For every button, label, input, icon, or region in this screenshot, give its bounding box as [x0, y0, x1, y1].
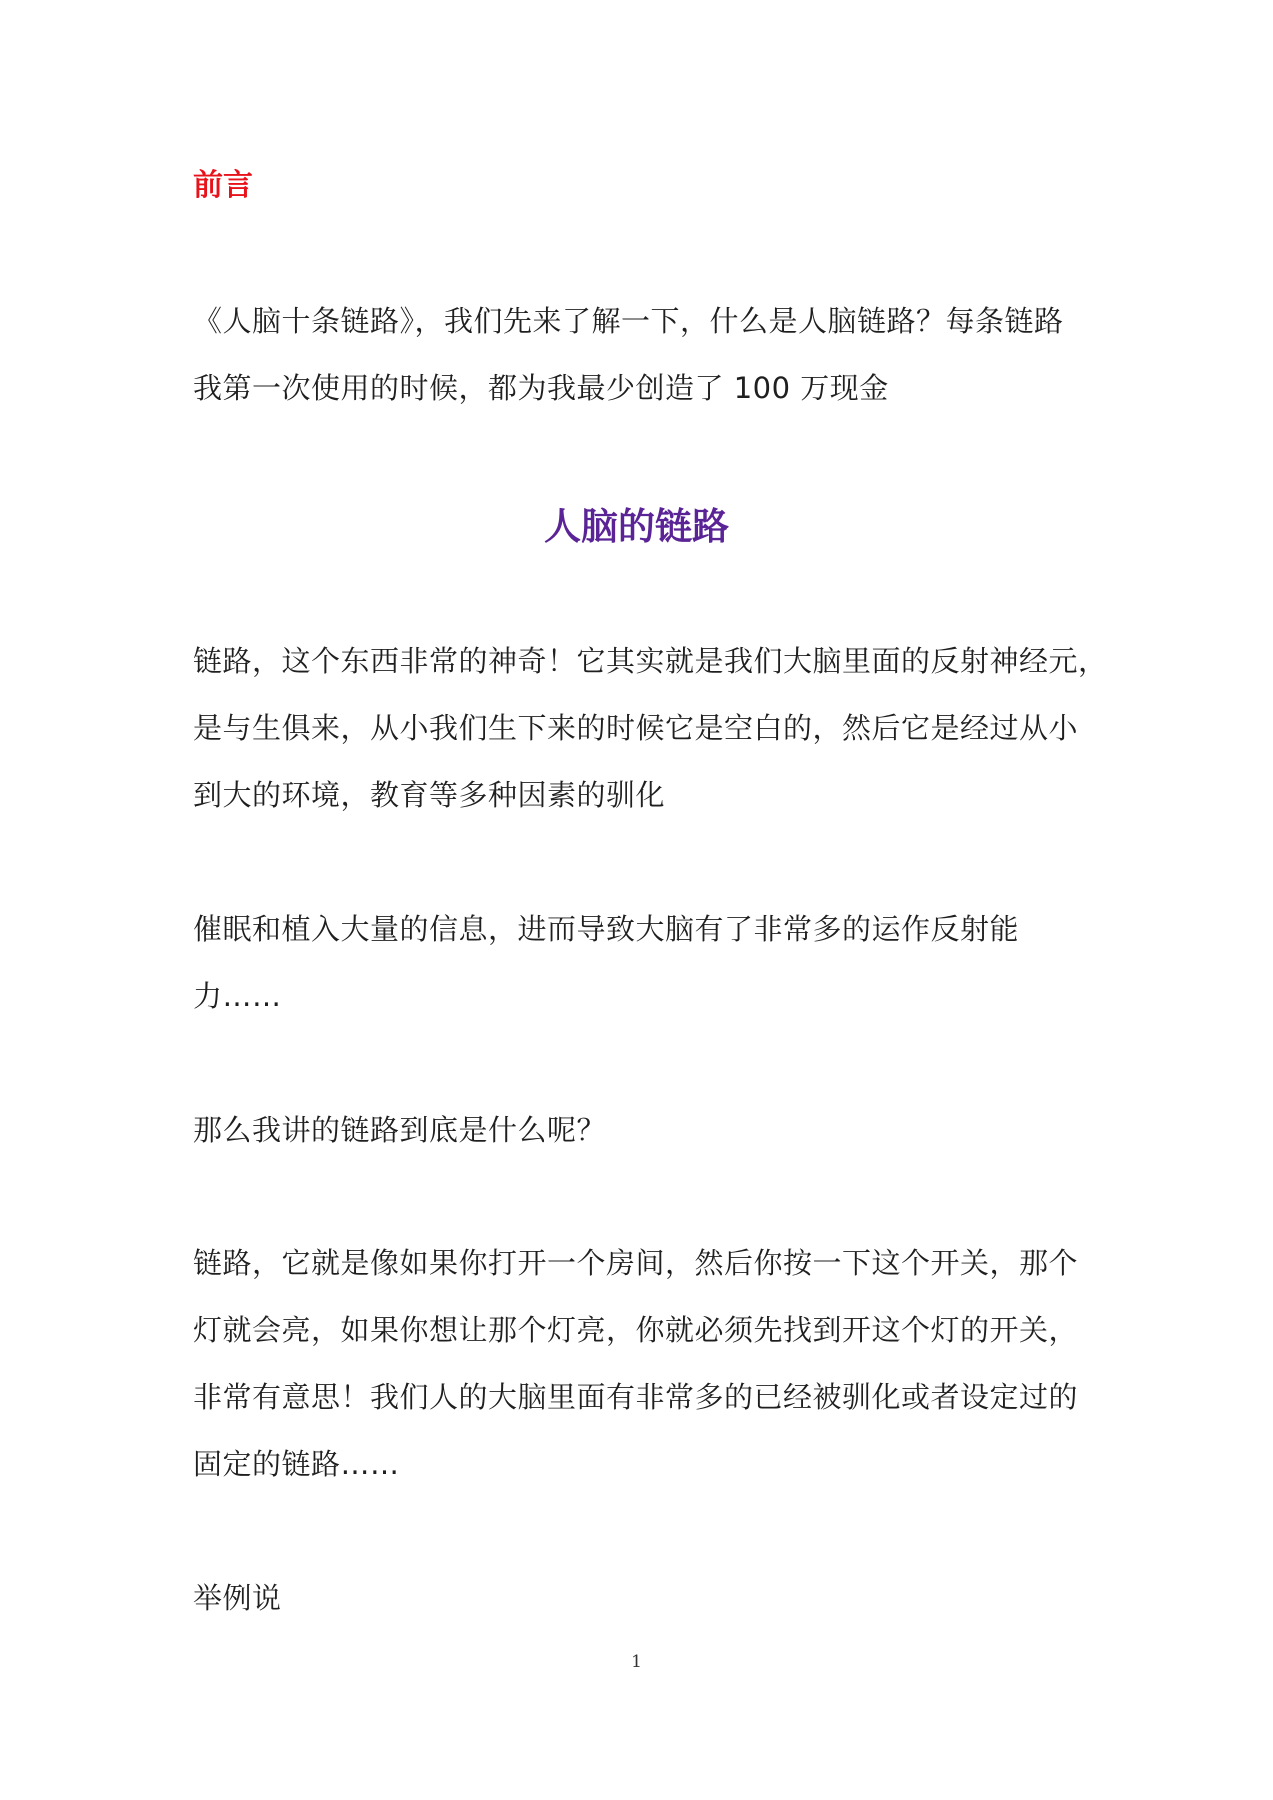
- text-line: 《人脑十条链路》，我们先来了解一下，什么是人脑链路？每条链路: [193, 304, 1064, 338]
- text-line: 链路，它就是像如果你打开一个房间，然后你按一下这个开关，那个: [193, 1246, 1079, 1280]
- text-line: 固定的链路……: [193, 1447, 400, 1481]
- text-line: 灯就会亮，如果你想让那个灯亮，你就必须先找到开这个灯的开关，: [193, 1313, 1079, 1347]
- text-line: 那么我讲的链路到底是什么呢？: [193, 1113, 607, 1147]
- text-line: 链路，这个东西非常的神奇！它其实就是我们大脑里面的反射神经元，: [193, 644, 1108, 678]
- paragraph-example: [193, 1565, 1093, 1632]
- text-line: 是与生俱来，从小我们生下来的时候它是空白的，然后它是经过从小: [193, 711, 1079, 745]
- paragraph-question: [193, 1097, 1093, 1164]
- text-line: 非常有意思！我们人的大脑里面有非常多的已经被驯化或者设定过的: [193, 1380, 1079, 1414]
- paragraph-reflex-neurons: [193, 628, 1108, 829]
- text-line: 到大的环境，教育等多种因素的驯化: [193, 778, 666, 812]
- paragraph-hypnosis: [193, 896, 1093, 1030]
- intro-paragraph: [193, 288, 1093, 422]
- section-title: 人脑的链路: [544, 505, 729, 548]
- text-line: 催眠和植入大量的信息，进而导致大脑有了非常多的运作反射能: [193, 912, 1020, 946]
- page-number: 1: [631, 1652, 642, 1672]
- text-line: 我第一次使用的时候，都为我最少创造了 100 万现金: [193, 371, 889, 405]
- preface-heading: 前言: [193, 168, 253, 203]
- text-line: 举例说: [193, 1581, 282, 1615]
- paragraph-light-switch: [193, 1230, 1093, 1498]
- text-line: 力……: [193, 979, 282, 1013]
